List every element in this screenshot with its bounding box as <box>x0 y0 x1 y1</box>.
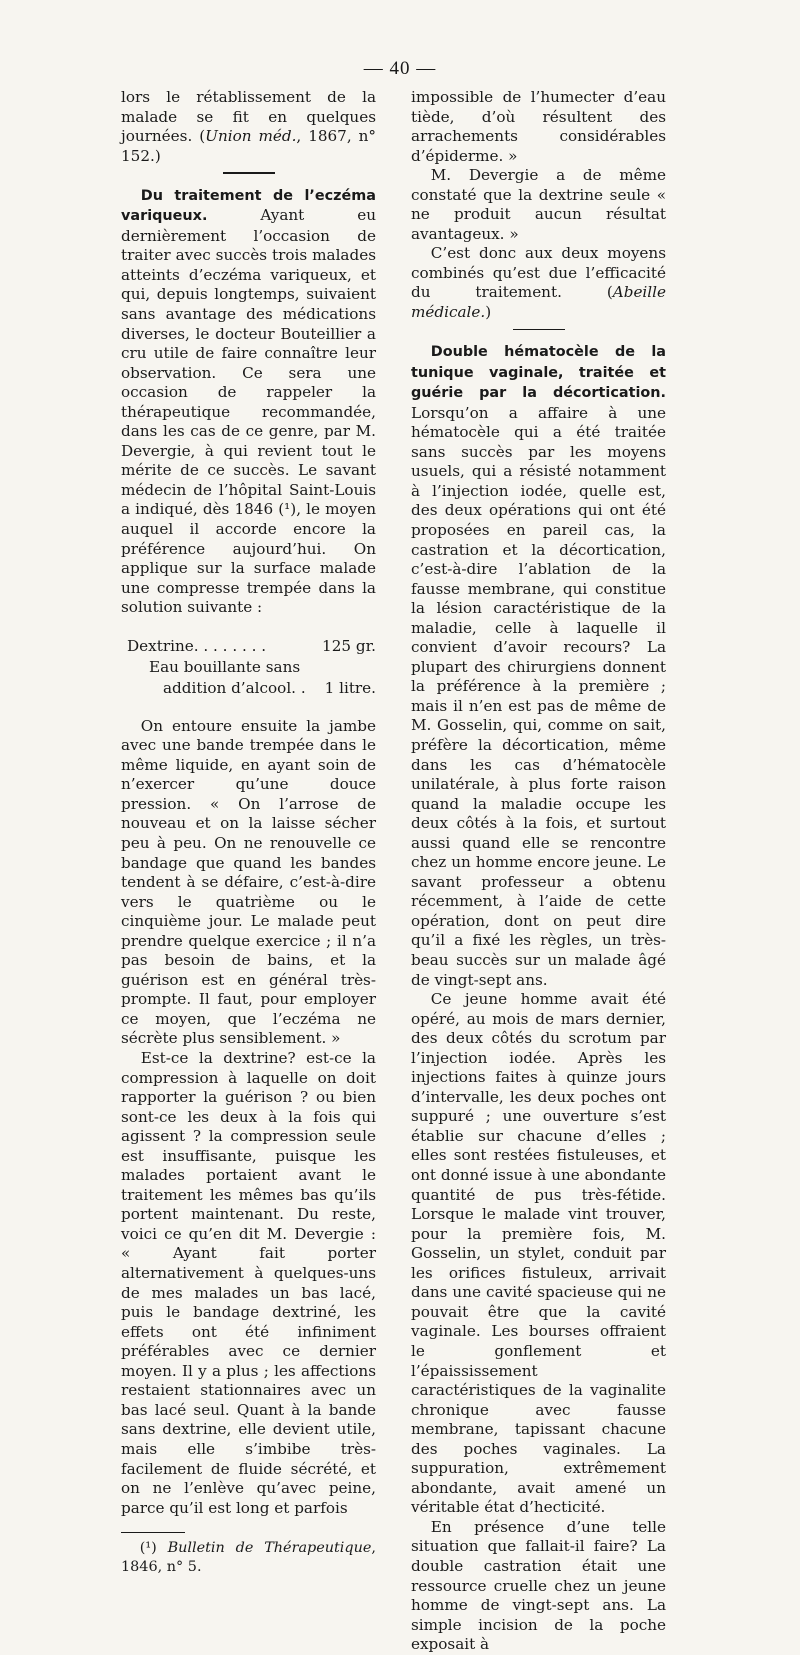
formula-row <box>121 678 376 699</box>
section-divider <box>223 172 275 174</box>
section-divider <box>513 329 565 331</box>
paragraph: On entoure ensuite la jambe avec une bande trempée dans le même liquide, en ayant soin de n’exercer qu’une douce pression. « On l’arrose de nouveau et on la laisse sécher peu à peu. On ne renouvelle ce bandage que quand les bandes tendent à se défaire, c’est-à-dire vers le quatrième ou le cinquième jour. Le malade peut prendre quelque exercice ; il n’a pas besoin de bains, et la guérison est en général très-prompte. Il faut, pour employer ce moyen, que l’eczéma ne sécrète plus sensiblement. » <box>121 716 376 1048</box>
ingredient: Dextrine. . . . . . . . <box>127 636 267 655</box>
formula-row <box>121 657 376 678</box>
ingredient: addition d’alcool. . <box>163 678 306 697</box>
paragraph: En présence d’une telle situation que fallait-il faire? La double castration était une ressource cruelle chez un jeune homme de vingt-sept ans. La simple incision de la poche exposait à <box>411 1517 666 1654</box>
paragraph <box>121 186 376 618</box>
text: , 1867, n° 152.) <box>121 127 377 165</box>
quantity: 1 litre. <box>324 678 376 697</box>
text: Lorsqu’on a affaire à une hématocèle qui a été traitée sans succès par les moyens usuels, qui a résisté notamment à l’injection iodée, quelle est, des deux opérations qui ont été proposées en pareil cas, la castration et la décortication, c’est-à-dire l’ablation de la fausse membrane, qui constitue la lésion caractéristique de la maladie, celle à laquelle il convient d’avoir recours? La plupart des chirurgiens donnent la préférence à la première ; mais il n’en est pas de même de M. Gosselin, qui, comme on sait, préfère la décortication, même dans les cas d’hématocèle unilatérale, à plus forte raison quand la maladie occupe les deux côtés à la fois, et surtout aussi quand elle se rencontre chez un homme encore jeune. Le savant professeur a obtenu récemment, à l’aide de cette opération, dont on peut dire qu’il a fixé les règles, un très-beau succès sur un malade âgé de vingt-sept ans. <box>411 403 666 989</box>
text: C’est donc aux deux moyens combinés qu’est due l’efficacité du traitement. ( <box>411 244 666 302</box>
right-column <box>411 88 666 1655</box>
text: ) <box>485 303 492 322</box>
formula-row <box>121 636 376 657</box>
paragraph <box>411 342 666 990</box>
quantity: 125 gr. <box>322 636 376 655</box>
section-heading: Double hématocèle de la tunique vaginale, traitée et guérie par la décortication. <box>411 344 666 402</box>
paragraph <box>121 88 376 166</box>
text: , 1846, n° 5. <box>121 1540 376 1576</box>
paragraph <box>411 244 666 322</box>
footnote-divider <box>121 1532 185 1533</box>
section-heading: Du traitement de l’eczéma variqueux. <box>121 187 376 225</box>
text: lors le rétablissement de la malade se fit en quelques journées. ( <box>121 88 376 146</box>
paragraph: M. Devergie a de même constaté que la dextrine seule « ne produit aucun résultat avantageux. » <box>411 166 666 243</box>
text: Ayant eu dernièrement l’occasion de traiter avec succès trois malades atteints d’eczéma variqueux, et qui, depuis longtemps, suivaient sans avantage des médications diverses, le docteur Bouteillier a cru utile de faire connaître leur observation. Ce sera une occasion de rappeler la thérapeutique recommandée, dans les cas de ce genre, par M. Devergie, à qui revient tout le mérite de ce succès. Le savant médecin de l’hôpital Saint-Louis a indiqué, dès 1846 <box>121 206 376 519</box>
footnote-marker: (¹) <box>139 1540 157 1557</box>
page-number: — 40 — <box>363 58 437 79</box>
paragraph: Est-ce la dextrine? est-ce la compression à laquelle on doit rapporter la guérison ? ou bien sont-ce les deux à la fois qui agissent ? la compression seule est insuffisante, puisque les malades portaient avant le traitement les mêmes bas qu’ils portent maintenant. Du reste, voici ce qu’en dit M. Devergie : « Ayant fait porter alternativement à quelques-uns de mes malades un bas lacé, puis le bandage dextriné, les effets ont été infiniment préférables avec ce dernier moyen. Il y a plus ; les affections restaient stationnaires avec un bas lacé seul. Quant à la bande sans dextrine, elle devient utile, mais elle s’imbibe très-facilement de fluide sécrété, et on ne l’enlève qu’avec peine, parce qu’il est long et parfois <box>121 1049 376 1517</box>
paragraph: impossible de l’humecter d’eau tiède, d’où résultent des arrachements considérables d’épiderme. » <box>411 88 666 165</box>
footnote-title: Bulletin de Thérapeutique <box>167 1540 372 1557</box>
left-column <box>121 88 376 1577</box>
ingredient: Eau bouillante sans <box>149 657 301 676</box>
footnote-marker: (¹) <box>278 500 297 519</box>
footnote <box>121 1539 376 1577</box>
source-citation: Abeille médicale. <box>411 283 666 322</box>
text: , le moyen auquel il accorde encore la préférence aujourd’hui. On applique sur la surface malade une compresse trempée dans la solution suivante : <box>121 500 376 617</box>
paragraph: Ce jeune homme avait été opéré, au mois de mars dernier, des deux côtés du scrotum par l’injection iodée. Après les injections faites à quinze jours d’intervalle, les deux poches ont suppuré ; une ouverture s’est établie sur chacune d’elles ; elles sont restées fistuleuses, et ont donné issue à une abondante quantité de pus très-fétide. Lorsque le malade vint trouver, pour la première fois, M. Gosselin, un stylet, conduit par les orifices fistuleux, arrivait dans une cavité spacieuse qui ne pouvait être que la cavité vaginale. Les bourses offraient le gonflement et l’épaississement caractéristiques de la vaginalite chronique avec fausse membrane, tapissant chacune des poches vaginales. La suppuration, extrêmement abondante, avait amené un véritable état d’hecticité. <box>411 990 666 1517</box>
recipe-formula <box>121 636 376 699</box>
source-citation: Union méd. <box>205 127 297 146</box>
